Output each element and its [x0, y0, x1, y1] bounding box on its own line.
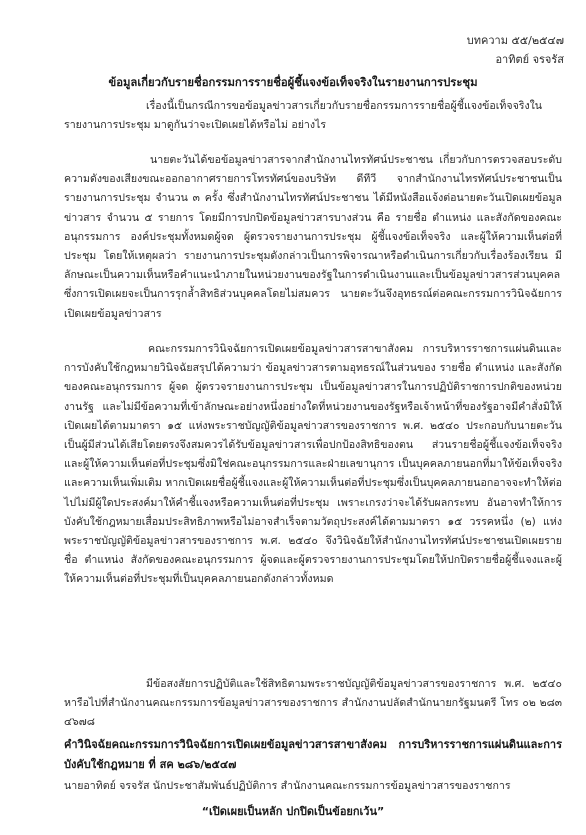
document-title: ข้อมูลเกี่ยวกับรายชื่อกรรมการรายชื่อผู้ชี้แจงข้อเท็จจริงในรายงานการประชุม: [108, 76, 478, 89]
paragraph-intro: เรื่องนี้เป็นกรณีการขอข้อมูลข่าวสารเกี่ยวกับรายชื่อกรรมการรายชื่อผู้ชี้แจงข้อเท็จจริงในรายงานการประชุม มาดูกันว่าจะเปิดเผยได้หรือไม่ อย่างไร: [64, 100, 543, 132]
paragraph-case-facts: นายตะวันได้ขอข้อมูลข่าวสารจากสำนักงานไทรทัศน์ประชาชน เกี่ยวกับการตรวจสอบระดับความดังของเสียงขณะออกอากาศรายการโทรทัศน์ของบริษัท ดีทีวี จากสำนักงานไทรทัศน์ประชาชนเป็นรายงานการประชุม จำนวน ๓ ครั้ง ซึ่งสำนักงานไทรทัศน์ประชาชน ได้มีหนังสือแจ้งต่อนายตะวันเปิดเผยข้อมูลข่าวสาร จำนวน ๕ รายการ โดยมีการปกปิดข้อมูลข่าวสารบางส่วน คือ รายชื่อ ตำแหน่ง และสังกัดของคณะอนุกรรมการ องค์ประชุมทั้งหมดผู้จด ผู้ตรวจรายงานการประชุม ผู้ชี้แจงข้อเท็จจริง และผู้ให้ความเห็นต่อที่ประชุม โดยให้เหตุผลว่า รายงานการประชุมดังกล่าวเป็นการพิจารณาหรือดำเนินการเกี่ยวกับเรื่องร้องเรียน มีลักษณะเป็นความเห็นหรือคำแนะนำภายในหน่วยงานของรัฐในการดำเนินงานและเป็นข้อมูลข่าวสารส่วนบุคคลซึ่งการเปิดเผยจะเป็นการรุกล้ำสิทธิส่วนบุคคลโดยไม่สมควร นายตะวันจึงอุทธรณ์ต่อคณะกรรมการวินิจฉัยการเปิดเผยข้อมูลข่าวสาร: [64, 154, 562, 320]
paragraph-contact: มีข้อสงสัยการปฏิบัติและใช้สิทธิตามพระราชบัญญัติข้อมูลข่าวสารของราชการ พ.ศ. ๒๕๔๐ หารือไปที่สำนักงานคณะกรรมการข้อมูลข่าวสารของราชการ สำนักงานปลัดสำนักนายกรัฐมนตรี โทร ๐๒ ๒๘๓ ๔๖๗๘: [64, 678, 562, 729]
slogan: “เปิดเผยเป็นหลัก ปกปิดเป็นข้อยกเว้น”: [201, 805, 385, 818]
verdict-reference: คำวินิจฉัยคณะกรรมการวินิจฉัยการเปิดเผยข้อมูลข่าวสารสาขาสังคม การบริหารราชการแผ่นดินและการบังคับใช้กฎหมาย ที่ สค ๒๘๖/๒๕๔๗: [64, 738, 562, 771]
author-name: อาทิตย์ จรจรัส: [495, 53, 564, 66]
paragraph-ruling: คณะกรรมการวินิจฉัยการเปิดเผยข้อมูลข่าวสารสาขาสังคม การบริหารราชการแผ่นดินและการบังคับใช้กฎหมายวินิจฉัยสรุปได้ความว่า ข้อมูลข่าวสารตามอุทธรณ์ในส่วนของ รายชื่อ ตำแหน่ง และสังกัดของคณะอนุกรรมการ ผู้จด ผู้ตรวจรายงานการประชุม เป็นข้อมูลข่าวสารในการปฏิบัติราชการปกติของหน่วยงานรัฐ และไม่มีข้อความที่เข้าลักษณะอย่างหนึ่งอย่างใดที่หน่วยงานของรัฐหรือเจ้าหน้าที่ของรัฐอาจมีคำสั่งมิให้เปิดเผยได้ตามมาตรา ๑๕ แห่งพระราชบัญญัติข้อมูลข่าวสารของราชการ พ.ศ. ๒๕๔๐ ประกอบกับนายตะวันเป็นผู้มีส่วนได้เสียโดยตรงจึงสมควรได้รับข้อมูลข่าวสารเพื่อปกป้องสิทธิของตน ส่วนรายชื่อผู้ชี้แจงข้อเท็จจริง และผู้ให้ความเห็นต่อที่ประชุมซึ่งมิใช่คณะอนุกรรมการและฝ่ายเลขานุการ เป็นบุคคลภายนอกที่มาให้ข้อเท็จจริงและความเห็นเพิ่มเติม หากเปิดเผยชื่อผู้ชี้แจงและผู้ให้ความเห็นต่อที่ประชุมซึ่งเป็นบุคคลภายนอกอาจจะทำให้ต่อไปไม่มีผู้ใดประสงค์มาให้คำชี้แจงหรือความเห็นต่อที่ประชุม เพราะเกรงว่าจะได้รับผลกระทบ อันอาจทำให้การบังคับใช้กฎหมายเสื่อมประสิทธิภาพหรือไม่อาจสำเร็จตามวัตถุประสงค์ได้ตามมาตรา ๑๕ วรรคหนึ่ง (๒) แห่งพระราชบัญญัติข้อมูลข่าวสารของราชการ พ.ศ. ๒๕๔๐ จึงวินิจฉัยให้สำนักงานไทรทัศน์ประชาชนเปิดเผยรายชื่อ ตำแหน่ง สังกัดของคณะอนุกรรมการ ผู้จดและผู้ตรวจรายงานการประชุมโดยให้ปกปิดรายชื่อผู้ชี้แจงและผู้ให้ความเห็นต่อที่ประชุมที่เป็นบุคคลภายนอกดังกล่าวทั้งหมด: [64, 343, 562, 586]
article-number: บทความ ๕๕/๒๕๔๗: [466, 34, 564, 47]
author-line: นายอาทิตย์ จรจรัส นักประชาสัมพันธ์ปฏิบัติการ สำนักงานคณะกรรมการข้อมูลข่าวสารของราชการ: [64, 780, 511, 792]
